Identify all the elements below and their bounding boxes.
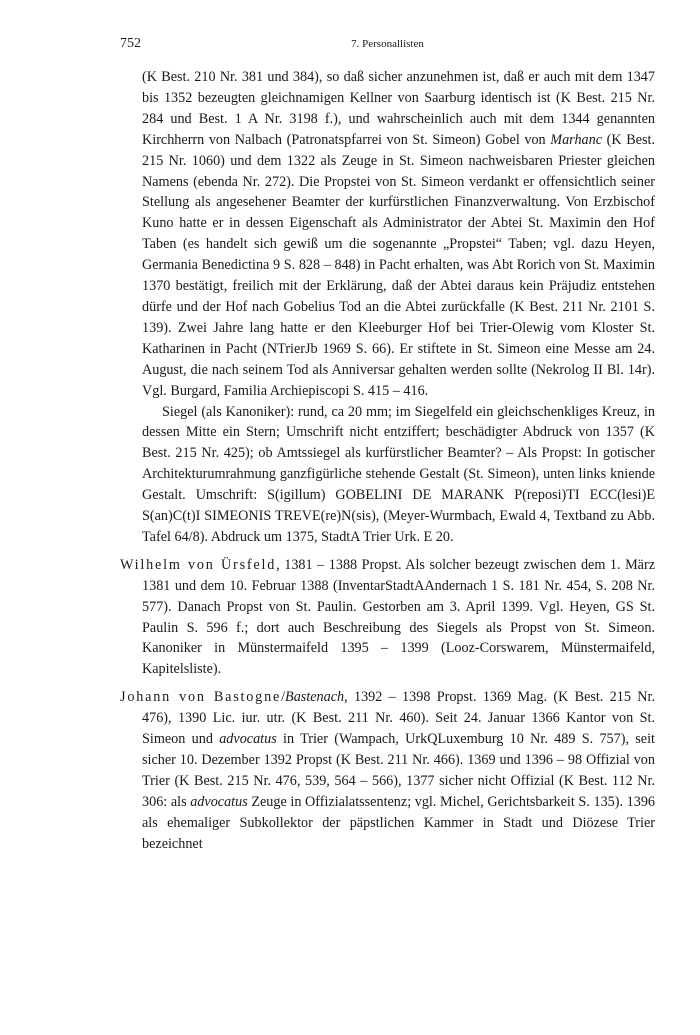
page-number: 752 [120,36,141,51]
entry-wilhelm-von-uersfeld [120,555,655,680]
italic-place-name: Marhanc [550,131,603,148]
page-body [120,67,655,862]
entry-name: Johann von Bastogne [120,689,282,706]
entry-text-b: in Trier (Wampach, UrkQLuxemburg 10 Nr. 489 S. 757), seit sicher 10. Dezember 1392 Propst (K Best. 211 Nr. 466). 1369 und 1396 – 98 Offizial von Trier (K Best. 215 Nr. 476, 539, 564 – 566), 1377 sicher nicht Offizial (K Best. 112 Nr. 306: als [142,731,655,810]
entry-text-a: , 1392 – 1398 Propst. 1369 Mag. (K Best. 215 Nr. 476), 1390 Lic. iur. utr. (K Best. 211 Nr. 460). Seit 24. Januar 1366 Kantor von St. Simeon und [142,689,655,748]
continued-paragraph: (K Best. 210 Nr. 381 und 384), so daß sicher anzunehmen ist, daß er auch mit dem 1347 bis 1352 bezeugten gleichnamigen Kellner von Saarburg identisch ist (K Best. 215 Nr. 284 und Best. 1 A Nr. 3198 f.), und wahrscheinlich auch mit dem 1344 genannten Kirchherrn von Nalbach (Patronatspfarrei von St. Simeon) Gobel von Marhanc (K Best. 215 Nr. 1060) und dem 1322 als Zeuge in St. Simeon nachweisbaren Priester gleichen Namens (ebenda Nr. 272). Die Propstei von St. Simeon verdankt er offensichtlich seiner Stellung als angesehener Beamter der kurfürstlichen Finanzverwaltung. Von Erzbischof Kuno hatte er in dessen Eigenschaft als Administrator der Abtei St. Maximin den Hof Taben (es handelt sich gewiß um die sogenannte „Propstei“ Taben; vgl. dazu Heyen, Germania Benedictina 9 S. 828 – 848) in Pacht erhalten, was Abt Rorich von St. Maximin 1370 bestätigt, freilich mit der Erklärung, daß der Abtei daraus kein Präjudiz entstehen dürfe und der Hof nach Gobelius Tod an die Abtei zurückfalle (K Best. 211 Nr. 2101 S. 139). Zwei Jahre lang hatte er den Kleeburger Hof bei Trier-Olewig vom Kloster St. Katharinen in Pacht (NTrierJb 1969 S. 66). Er stiftete in St. Simeon eine Messe am 24. August, die nach seinem Tod als Anniversar gehalten werden sollte (Nekrolog II Bl. 14r). Vgl. Burgard, Familia Archiepiscopi S. 415 – 416. [142,69,655,399]
entry-name: Wilhelm von Ürsfeld [120,556,277,573]
entry-text-c: Zeuge in Offizialatssentenz; vgl. Michel, Gerichtsbarkeit S. 135). 1396 als ehemaliger Subkollektor der päpstlichen Kammer in Stadt und Diözese Trier bezeichnet [142,793,656,852]
entry-alt-name: Bastenach [285,689,345,706]
entry-text: , 1381 – 1388 Propst. Als solcher bezeugt zwischen dem 1. März 1381 und dem 10. Februar 1388 (InventarStadtAAndernach 1 S. 181 Nr. 454, S. 208 Nr. 577). Danach Propst von St. Paulin. Gestorben am 3. April 1399. Vgl. Heyen, GS St. Paulin S. 596 f.; dort auch Beschreibung des Siegels als Propst von St. Simeon. Kanoniker in Münstermaifeld 1395 – 1399 (Looz-Corswarem, Münstermaifeld, Kapitelsliste). [142,556,656,678]
running-head: 7. Personallisten [351,38,424,50]
page-header [120,36,655,56]
entry-italic-term: advocatus [219,731,277,748]
entry-johann-von-bastogne: Johann von Bastogne/Bastenach, 1392 – 1398 Propst. 1369 Mag. (K Best. 215 Nr. 476), 1390 Lic. iur. utr. (K Best. 211 Nr. 460). Seit 24. Januar 1366 Kantor von St. Simeon und advocatus in Trier (Wampach, UrkQLuxemburg 10 Nr. 489 S. 757), seit sicher 10. Dezember 1392 Propst (K Best. 211 Nr. 466). 1369 und 1396 – 98 Offizial von Trier (K Best. 215 Nr. 476, 539, 564 – 566), 1377 sicher nicht Offizial (K Best. 112 Nr. 306: als advocatus Zeuge in Offizialatssentenz; vgl. Michel, Gerichtsbarkeit S. 135). 1396 als ehemaliger Subkollektor der päpstlichen Kammer in Stadt und Diözese Trier bezeichnet [120,689,656,852]
entry-italic-term: advocatus [190,793,248,810]
seal-paragraph: Siegel (als Kanoniker): rund, ca 20 mm; im Siegelfeld ein gleichschenkliges Kreuz, in dessen Mitte ein Stern; Umschrift nicht entziffert; beschädigter Abdruck von 1357 (K Best. 215 Nr. 425); ob Amtssiegel als kurfürstlicher Beamter? – Als Propst: In gotischer Architekturumrahmung ganzfigürliche stehende Gestalt (St. Simeon), unten links kniende Gestalt. Umschrift: S(igillum) GOBELINI DE MARANK P(reposi)TI ECC(lesi)E S(an)C(t)I SIMEONIS TREVE(re)N(sis), (Meyer-Wurmbach, Ewald 4, Textband zu Abb. Tafel 64/8). Abdruck um 1375, StadtA Trier Urk. E 20. [142,403,655,545]
